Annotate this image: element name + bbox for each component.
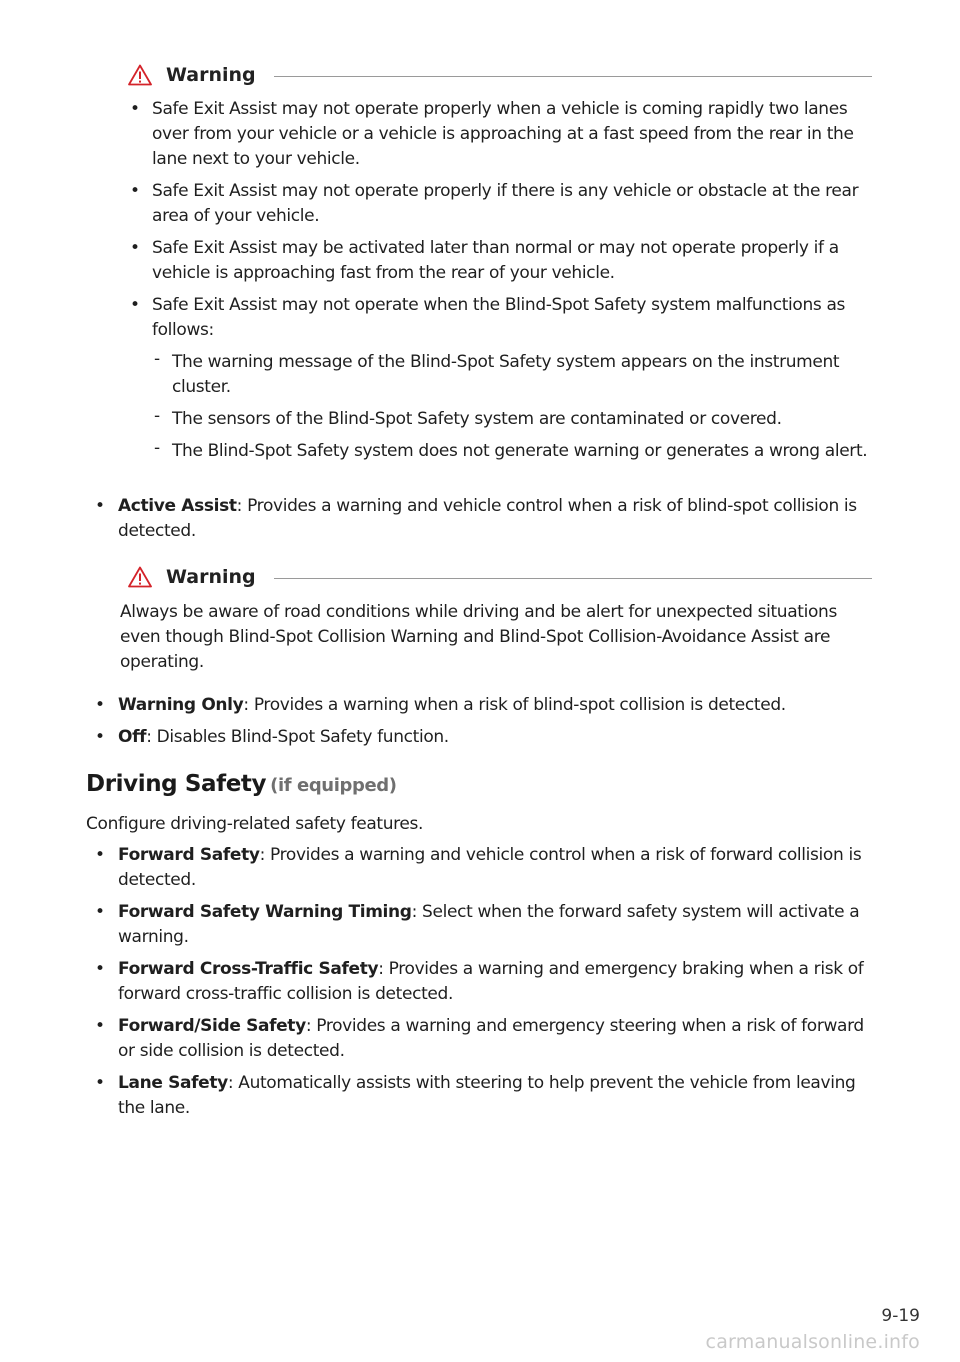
- bullet: •: [130, 238, 141, 258]
- option-desc: : Disables Blind-Spot Safety function.: [146, 727, 449, 747]
- option-term: Active Assist: [118, 496, 237, 516]
- option-item: [118, 1071, 880, 1121]
- option-desc: : Provides a warning and emergency braking when a risk of forward cross-traffic collision is detected.: [118, 959, 864, 1004]
- option-item: [118, 1014, 880, 1064]
- bullet: •: [95, 1016, 106, 1036]
- bullet: •: [130, 295, 141, 315]
- option-desc: : Provides a warning and vehicle control when a risk of blind-spot collision is detected.: [118, 496, 857, 541]
- warning-triangle-icon: [128, 566, 152, 588]
- option-item: [118, 843, 880, 893]
- dash-marker: -: [154, 438, 161, 458]
- bullet: •: [95, 695, 106, 715]
- page-number: 9-19: [881, 1306, 920, 1326]
- warning-subitem: The Blind-Spot Safety system does not generate warning or generates a wrong alert.: [172, 441, 868, 461]
- option-term: Forward/Side Safety: [118, 1016, 306, 1036]
- warning-item: Safe Exit Assist may be activated later than normal or may not operate properly if a vehicle is approaching fast from the rear of your vehicle.: [152, 238, 839, 283]
- option-item: [118, 957, 880, 1007]
- warning-text: Always be aware of road conditions while driving and be alert for unexpected situations even though Blind-Spot Collision Warning and Blind-Spot Collision-Avoidance Assist are operating.: [120, 602, 837, 672]
- warning-label: Warning: [166, 64, 256, 86]
- warning-header: [128, 62, 872, 88]
- option-item: [118, 725, 878, 750]
- bullet: •: [95, 496, 106, 516]
- option-desc: : Select when the forward safety system will activate a warning.: [118, 902, 860, 947]
- option-item: [118, 693, 878, 718]
- watermark: carmanualsonline.info: [705, 1331, 920, 1353]
- bullet: •: [95, 845, 106, 865]
- option-term: Warning Only: [118, 695, 244, 715]
- warning-item: Safe Exit Assist may not operate properly when a vehicle is coming rapidly two lanes over from your vehicle or a vehicle is approaching at a fast speed from the rear in the lane next to your vehicle.: [152, 99, 854, 169]
- option-item: [118, 900, 880, 950]
- warning-header: [128, 564, 872, 590]
- section-intro: Configure driving-related safety features.: [86, 814, 424, 834]
- dash-marker: -: [154, 349, 161, 369]
- bullet: •: [130, 181, 141, 201]
- warning-triangle-icon: [128, 64, 152, 86]
- warning-subitem: The warning message of the Blind-Spot Safety system appears on the instrument cluster.: [172, 352, 840, 397]
- dash-marker: -: [154, 406, 161, 426]
- warning-item: Safe Exit Assist may not operate properly if there is any vehicle or obstacle at the rear area of your vehicle.: [152, 181, 859, 226]
- option-term: Off: [118, 727, 147, 747]
- section-title: Driving Safety: [86, 771, 267, 797]
- option-term: Forward Cross-Traffic Safety: [118, 959, 379, 979]
- option-term: Forward Safety Warning Timing: [118, 902, 412, 922]
- section-qualifier: (if equipped): [270, 775, 397, 796]
- bullet: •: [95, 902, 106, 922]
- option-desc: : Provides a warning and vehicle control when a risk of forward collision is detected.: [118, 845, 862, 890]
- warning-item: Safe Exit Assist may not operate when the Blind-Spot Safety system malfunctions as follows:: [152, 295, 846, 340]
- bullet: •: [95, 1073, 106, 1093]
- warning-divider: [274, 578, 872, 579]
- option-desc: : Automatically assists with steering to help prevent the vehicle from leaving the lane.: [118, 1073, 856, 1118]
- option-term: Forward Safety: [118, 845, 260, 865]
- option-item: [118, 494, 878, 544]
- option-term: Lane Safety: [118, 1073, 228, 1093]
- option-desc: : Provides a warning when a risk of blind-spot collision is detected.: [243, 695, 786, 715]
- section-heading: [86, 771, 397, 797]
- option-desc: : Provides a warning and emergency steering when a risk of forward or side collision is detected.: [118, 1016, 864, 1061]
- warning-label: Warning: [166, 566, 256, 588]
- bullet: •: [95, 727, 106, 747]
- warning-divider: [274, 76, 872, 77]
- bullet: •: [95, 959, 106, 979]
- bullet: •: [130, 99, 141, 119]
- warning-subitem: The sensors of the Blind-Spot Safety system are contaminated or covered.: [172, 409, 782, 429]
